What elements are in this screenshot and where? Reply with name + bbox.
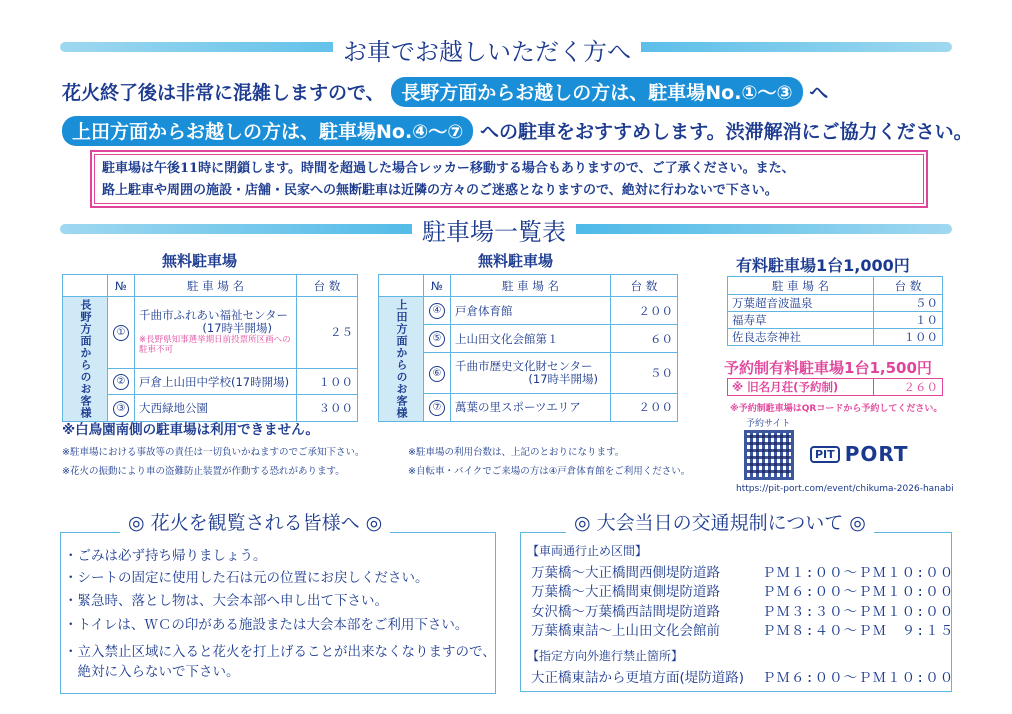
ueda-route-pill: 上田方面からお越しの方は、駐車場No.④〜⑦ — [62, 116, 473, 146]
parking-name: ※ 旧名月荘(予約制) — [728, 379, 874, 396]
parking-note: ※長野県知事選挙期日前投票所区画への駐車不可 — [139, 335, 291, 356]
viewer-item: ・シートの固定に使用した石は元の位置にお戻しください。 — [64, 570, 429, 586]
direction-heading: 【指定方向外進行禁止箇所】 — [527, 649, 684, 663]
note-4: ※自転車・バイクでご来場の方は④戸倉体育館をご利用ください。 — [408, 466, 691, 477]
parking-name: 戸倉体育館 — [451, 297, 611, 325]
ueda-side-label: 上田方面からのお客様 — [379, 297, 424, 422]
row-number: ⑥ — [429, 366, 445, 382]
note-2: ※駐車場の利用台数は、上記のとおりになります。 — [408, 447, 625, 458]
row-number: ② — [113, 374, 129, 390]
viewer-item: ・ごみは必ず持ち帰りましょう。 — [64, 548, 267, 564]
table-row — [728, 312, 943, 329]
closure-route: 万葉橋〜大正橋間東側堤防道路 — [531, 584, 720, 600]
free-parking-heading-2: 無料駐車場 — [478, 252, 554, 270]
direction-route: 大正橋東詰から更埴方面(堤防道路) — [531, 670, 745, 686]
table-row — [379, 297, 678, 325]
traffic-title: ◎ 大会当日の交通規制について ◎ — [566, 508, 874, 535]
parking-hours: (17時半開場) — [202, 321, 272, 336]
table-row — [728, 295, 943, 312]
closure-time: ＰＭ６:００〜ＰＭ１０:００ — [762, 584, 955, 600]
viewer-item: ・トイレは、ＷＣの印がある施設または大会本部をご利用下さい。 — [64, 617, 469, 633]
parking-name: 上山田文化会館第１ — [451, 325, 611, 353]
route-line-2-text: への駐車をおすすめします。渋滞解消にご協力ください。 — [479, 121, 973, 143]
parking-count: ６０ — [611, 325, 678, 353]
parking-count: １０ — [874, 312, 943, 329]
header-empty — [63, 275, 108, 297]
table-row — [379, 353, 678, 393]
closure-time: ＰＭ８:４０〜ＰＭ ９:１５ — [762, 623, 955, 639]
route-line-1-text: 花火終了後は非常に混雑しますので、 — [62, 82, 385, 104]
parking-name: 千曲市ふれあい福祉センター — [139, 308, 289, 323]
header-count: 台 数 — [297, 275, 358, 297]
table-row — [728, 379, 943, 396]
parking-name: 戸倉上山田中学校(17時開場) — [135, 368, 297, 395]
qr-code-icon[interactable] — [744, 430, 794, 480]
row-number: ① — [113, 325, 129, 341]
warning-text: ※白鳥園南側の駐車場は利用できません。 — [62, 422, 319, 438]
row-number: ⑤ — [429, 331, 445, 347]
parking-count: ２６０ — [874, 379, 943, 396]
header-count: 台 数 — [874, 277, 943, 295]
reserve-parking-table — [727, 378, 943, 396]
row-number: ④ — [429, 303, 445, 319]
closing-notice — [90, 150, 928, 208]
route-line-1 — [62, 77, 828, 107]
closure-time: ＰＭ１:００〜ＰＭ１０:００ — [762, 565, 955, 581]
reserve-url[interactable]: https://pit-port.com/event/chikuma-2026-hanabi — [736, 484, 954, 494]
parking-count: ２５ — [297, 297, 358, 369]
direction-time: ＰＭ６:００〜ＰＭ１０:００ — [762, 670, 955, 686]
paid-parking-heading: 有料駐車場1台1,000円 — [736, 256, 910, 275]
table-row — [379, 325, 678, 353]
section1-title: お車でお越しいただく方へ — [333, 32, 641, 67]
free-parking-heading-1: 無料駐車場 — [162, 252, 238, 270]
parking-name-cell — [135, 297, 297, 369]
closure-route: 万葉橋東詰〜上山田文化会館前 — [531, 623, 720, 639]
nagano-side-label: 長野方面からのお客様 — [63, 297, 108, 422]
note-3: ※花火の振動により車の盗難防止装置が作動する恐れがあります。 — [62, 466, 345, 477]
header-no: № — [108, 275, 135, 297]
nagano-route-pill: 長野方面からお越しの方は、駐車場No.①〜③ — [391, 77, 802, 107]
pit-port-logo — [810, 442, 909, 466]
parking-name: 佐良志奈神社 — [728, 329, 874, 346]
parking-hours: (17時半開場) — [528, 372, 598, 387]
route-line-2 — [62, 116, 973, 146]
header-no: № — [424, 275, 451, 297]
logo-port: PORT — [844, 442, 909, 466]
parking-count: ３００ — [297, 395, 358, 422]
notice-line-1: 駐車場は午後11時に閉鎖します。時間を超過した場合レッカー移動する場合もありますので、ご了承ください。また、 — [102, 161, 795, 176]
header-empty — [379, 275, 424, 297]
parking-count: １００ — [297, 368, 358, 395]
reserve-parking-heading: 予約制有料駐車場1台1,500円 — [724, 359, 932, 377]
header-count: 台 数 — [611, 275, 678, 297]
parking-count: ５０ — [874, 295, 943, 312]
viewers-title: ◎ 花火を観覧される皆様へ ◎ — [120, 508, 390, 535]
logo-pit: PIT — [810, 446, 840, 463]
notice-line-2: 路上駐車や周囲の施設・店舗・民家への無断駐車は近隣の方々のご迷惑となりますので、絶対に行わないで下さい。 — [102, 183, 778, 198]
reserve-note: ※予約制駐車場はQRコードから予約してください。 — [730, 404, 943, 414]
row-number: ⑦ — [429, 400, 445, 416]
table-row — [63, 297, 358, 369]
row-number: ③ — [113, 401, 129, 417]
viewer-item: ・緊急時、落とし物は、大会本部へ申し出て下さい。 — [64, 593, 388, 609]
table-row — [63, 368, 358, 395]
header-name: 駐 車 場 名 — [728, 277, 874, 295]
header-name: 駐 車 場 名 — [451, 275, 611, 297]
parking-name: 福寿草 — [728, 312, 874, 329]
route-line-1-suffix: へ — [809, 82, 829, 104]
viewer-item: ・立入禁止区域に入ると花火を打上げることが出来なくなりますので、 — [64, 644, 496, 660]
parking-count: １００ — [874, 329, 943, 346]
parking-count: ２００ — [611, 297, 678, 325]
paid-parking-table — [727, 276, 943, 346]
parking-name: 万葉超音波温泉 — [728, 295, 874, 312]
header-name: 駐 車 場 名 — [135, 275, 297, 297]
note-1: ※駐車場における事故等の責任は一切負いかねますのでご承知下さい。 — [62, 447, 365, 458]
parking-count: ２００ — [611, 393, 678, 421]
closure-time: ＰＭ３:３０〜ＰＭ１０:００ — [762, 604, 955, 620]
closure-heading: 【車両通行止め区間】 — [527, 544, 648, 558]
parking-name: 大西緑地公園 — [135, 395, 297, 422]
closure-route: 女沢橋〜万葉橋西詰間堤防道路 — [531, 604, 720, 620]
section2-title: 駐車場一覧表 — [412, 212, 576, 247]
table-row — [728, 329, 943, 346]
parking-name: 萬葉の里スポーツエリア — [451, 393, 611, 421]
reserve-site-label: 予約サイト — [746, 419, 791, 429]
table-row — [379, 393, 678, 421]
free-parking-table-2 — [378, 274, 678, 422]
parking-name: 千曲市歴史文化財センター — [455, 359, 593, 374]
free-parking-table-1 — [62, 274, 358, 422]
viewer-item: 絶対に入らないで下さい。 — [64, 664, 240, 680]
closure-route: 万葉橋〜大正橋間西側堤防道路 — [531, 565, 720, 581]
parking-count: ５０ — [611, 353, 678, 393]
parking-name-cell — [451, 353, 611, 393]
